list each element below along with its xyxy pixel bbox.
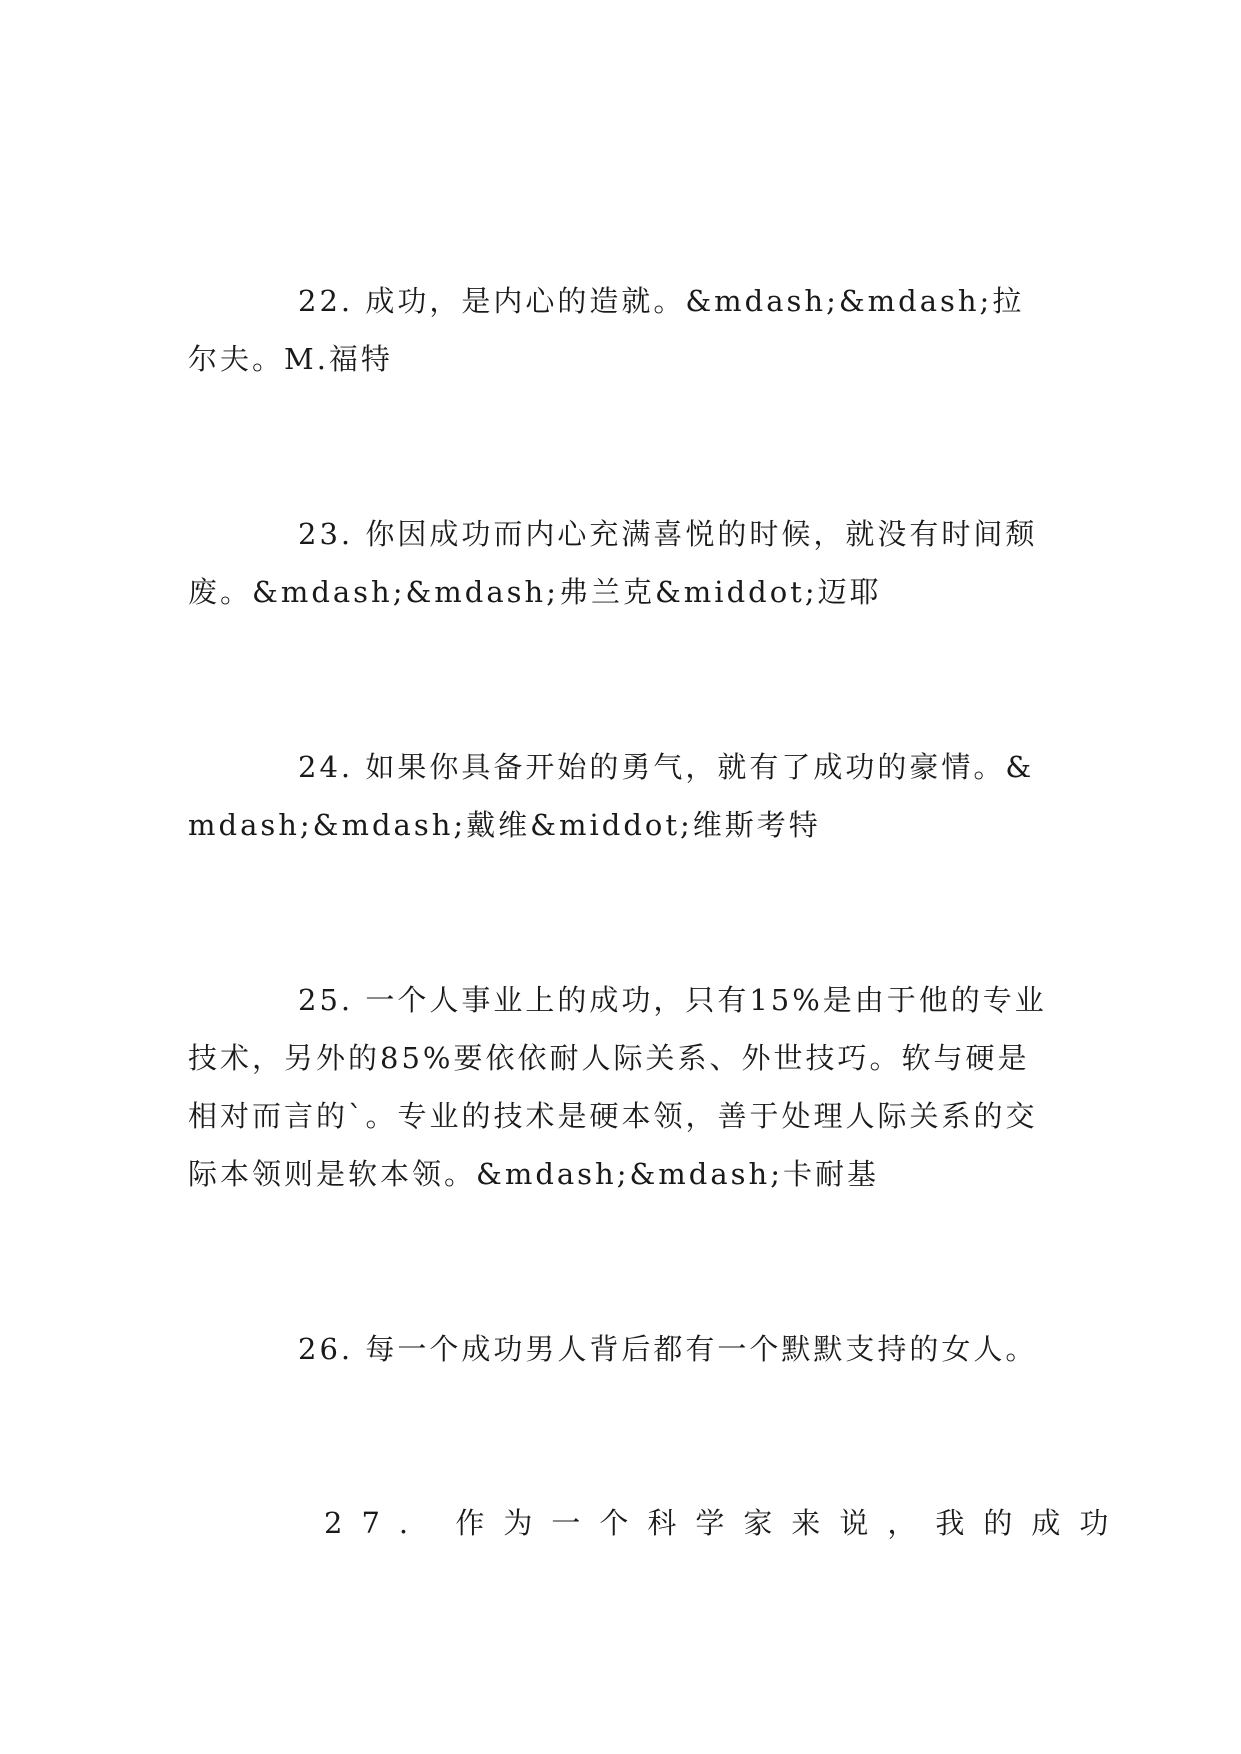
quote-paragraph-23: 23. 你因成功而内心充满喜悦的时候，就没有时间颓废。&mdash;&mdash;弗兰克&middot;迈耶: [188, 517, 1038, 609]
quote-paragraph-24: 24. 如果你具备开始的勇气，就有了成功的豪情。&mdash;&mdash;戴维&middot;维斯考特: [188, 750, 1035, 842]
quote-paragraph-25: 25. 一个人事业上的成功，只有15%是由于他的专业技术，另外的85%要依依耐人际关系、外世技巧。软与硬是相对而言的`。专业的技术是硬本领，善于处理人际关系的交际本领则是软本领。&mdash;&mdash;卡耐基: [188, 983, 1047, 1191]
quote-paragraph-27: 27. 作为一个科学家来说，我的成功: [324, 1506, 1128, 1540]
quote-paragraph-22: 22. 成功，是内心的造就。&mdash;&mdash;拉尔夫。M.福特: [188, 284, 1025, 376]
quote-paragraph-26: 26. 每一个成功男人背后都有一个默默支持的女人。: [298, 1332, 1038, 1366]
